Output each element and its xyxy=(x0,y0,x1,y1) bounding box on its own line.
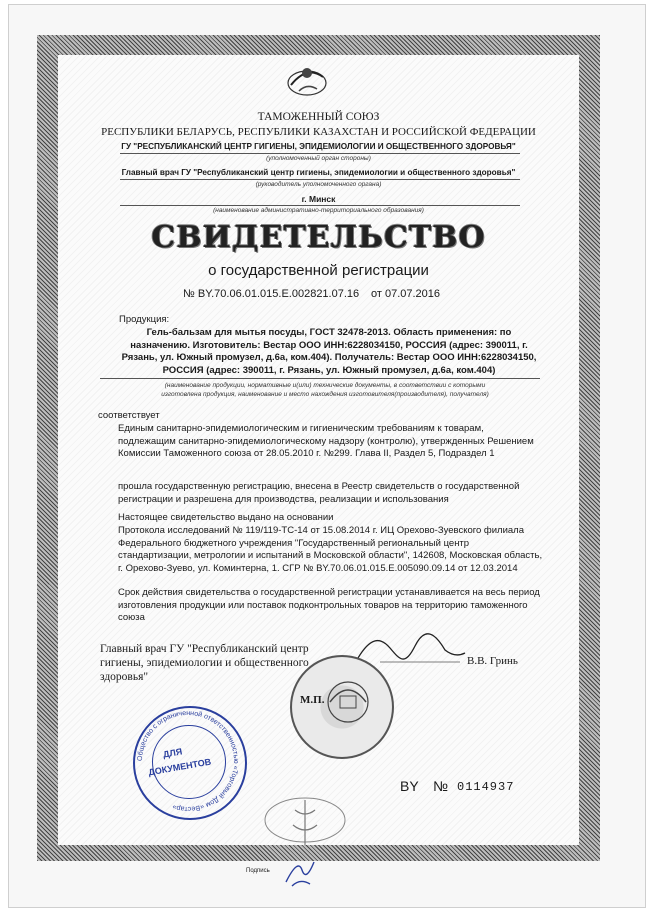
republics-line: РЕСПУБЛИКИ БЕЛАРУСЬ, РЕСПУБЛИКИ КАЗАХСТАН И РОССИЙСКОЙ ФЕДЕРАЦИИ xyxy=(101,126,536,138)
basis-text xyxy=(118,525,543,575)
union-name: ТАМОЖЕННЫЙ СОЮЗ xyxy=(257,111,380,123)
signatory-line: Главный врач ГУ "Республиканский центр xyxy=(100,643,309,655)
registration-line: прошла государственную регистрацию, внесена в Реестр свидетельств о государственной xyxy=(118,481,520,492)
product-description xyxy=(119,327,539,377)
signatory-title xyxy=(100,642,309,684)
conformity-line: подлежащим санитарно-эпидемиологическому надзору (контролю), утвержденных Решением xyxy=(118,435,534,447)
conformity-line: Комиссии Таможенного союза от 28.05.2010 г. №299. Глава II, Раздел 5, Подраздел 1 xyxy=(118,448,495,460)
serial-number: 0114937 xyxy=(457,780,515,794)
conformity-label: соответствует xyxy=(98,410,160,421)
footer-sign-label: Подпись xyxy=(246,868,270,874)
product-line: Гель-бальзам для мытья посуды, ГОСТ 32478-2013. Область применения: по xyxy=(146,327,512,338)
basis-label: Настоящее свидетельство выдано на основании xyxy=(118,512,334,523)
city: г. Минск xyxy=(301,194,336,204)
authority-caption: (уполномоченный орган стороны) xyxy=(266,155,371,162)
signatory-line: гигиены, эпидемиологии и общественного xyxy=(100,657,309,669)
certificate-subtitle: о государственной регистрации xyxy=(208,262,429,279)
basis-line: стандартизации, метрологии и испытаний в Московской области", 142608, Московская область, xyxy=(118,550,543,562)
footer-signature xyxy=(280,852,320,892)
validity-text xyxy=(118,587,543,625)
stamp-text-top: ДЛЯ xyxy=(162,746,183,760)
divider xyxy=(120,179,520,180)
product-label: Продукция: xyxy=(119,314,170,325)
chief-caption: (руководитель уполномоченного органа) xyxy=(255,181,382,188)
stamp-text-bottom: ДОКУМЕНТОВ xyxy=(147,756,212,778)
product-caption-line: (наименование продукции, нормативные и(или) технические документы, в соответствии с которыми xyxy=(164,382,486,389)
certificate-number: № BY.70.06.01.015.E.002821.07.16 xyxy=(183,288,360,300)
product-line: РОССИЯ (адрес: 390011, г. Рязань, ул. Южный промузел, д.6а, ком.404) xyxy=(162,364,496,376)
validity-line: изготовления продукции или поставок подконтрольных товаров на территорию таможенного xyxy=(118,599,528,611)
basis-line: г. Орехово-Зуево, ул. Коминтерна, 1. СГР № BY.70.06.01.015.E.005090.09.14 от 12.03.2014 xyxy=(118,562,518,574)
product-caption xyxy=(110,381,540,399)
registration-text xyxy=(118,481,538,506)
validity-line: Срок действия свидетельства о государственной регистрации устанавливается на весь период xyxy=(118,587,540,598)
divider xyxy=(120,205,520,206)
conformity-text xyxy=(118,423,538,461)
city-caption: (наименование административно-территориального образования) xyxy=(213,207,424,214)
product-line: назначению. Изготовитель: Вестар ООО ИНН:6228034150, РОССИЯ (адрес: 390011, г. xyxy=(130,339,528,351)
divider xyxy=(120,153,520,154)
belarus-emblem-icon xyxy=(318,672,378,732)
signatory-line: здоровья" xyxy=(100,671,149,683)
basis-line: Протокола исследований № 119/119-ТС-14 от 15.08.2014 г. ИЦ Орехово-Зуевского филиала xyxy=(118,525,525,536)
mp-label: М.П. xyxy=(300,694,325,706)
product-line: Рязань, ул. Южный промузел, д.6а, ком.404). Получатель: Вестар ООО ИНН:6228034150, xyxy=(121,352,537,364)
hologram-icon xyxy=(260,790,350,850)
registration-line: регистрации и разрешена для производства, реализации и использования xyxy=(118,493,449,505)
chief-title: Главный врач ГУ "Республиканский центр гигиены, эпидемиологии и общественного здоровья" xyxy=(121,168,516,177)
basis-line: Федерального бюджетного учреждения "Государственный региональный центр xyxy=(118,537,470,549)
conformity-line: Единым санитарно-эпидемиологическим и гигиеническим требованиям к товарам, xyxy=(118,423,484,434)
divider xyxy=(100,378,540,379)
serial-prefix: BY xyxy=(400,778,419,794)
customs-union-emblem xyxy=(285,63,329,99)
authority-name: ГУ "РЕСПУБЛИКАНСКИЙ ЦЕНТР ГИГИЕНЫ, ЭПИДЕМИОЛОГИИ И ОБЩЕСТВЕННОГО ЗДОРОВЬЯ" xyxy=(121,142,516,151)
company-stamp-ring-text: Общество с ограниченной ответственностью «Торговый Дом «Вестар» xyxy=(136,709,240,813)
certificate-date: от 07.07.2016 xyxy=(371,288,441,300)
signatory-name: В.В. Гринь xyxy=(467,655,518,667)
serial-no-sign: № xyxy=(433,778,449,794)
product-caption-line: изготовлена продукция, наименование и место нахождения изготовителя(производителя), получателя) xyxy=(161,391,489,398)
validity-line: союза xyxy=(118,612,145,624)
certificate-title: СВИДЕТЕЛЬСТВО xyxy=(151,220,486,255)
